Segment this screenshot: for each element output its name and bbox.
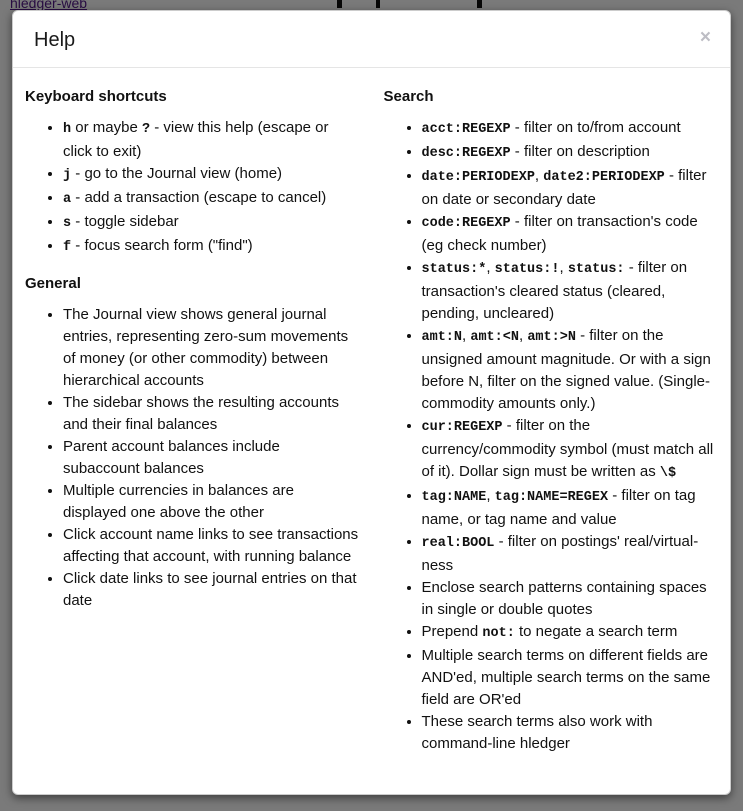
modal-header — [13, 11, 730, 68]
code-snippet: h — [63, 122, 72, 137]
help-modal — [12, 10, 731, 795]
help-column-left — [13, 88, 372, 622]
list-item: • f - focus search form ("find") — [63, 235, 360, 259]
code-snippet: date2:PERIODEXP — [543, 170, 665, 185]
list-item: • desc:REGEXP - filter on description — [422, 141, 719, 165]
close-icon[interactable]: × — [699, 27, 711, 48]
code-snippet: code:REGEXP — [421, 216, 511, 231]
list-item: • real:BOOL - filter on postings' real/virtual-ness — [422, 531, 719, 577]
code-snippet: f — [63, 240, 72, 255]
code-snippet: \$ — [659, 466, 677, 481]
code-snippet: amt:N — [421, 330, 463, 345]
list-item: • Multiple search terms on different fields are AND'ed, multiple search terms on the same field are OR'ed — [422, 645, 719, 711]
code-snippet: tag:NAME=REGEX — [494, 490, 609, 505]
code-snippet: cur:REGEXP — [421, 420, 503, 435]
list-item: • a - add a transaction (escape to cancel) — [63, 187, 360, 211]
code-snippet: amt:<N — [470, 330, 519, 345]
list-item: • Click date links to see journal entries on that date — [63, 568, 360, 612]
list-item: • cur:REGEXP - filter on the currency/commodity symbol (must match all of it). Dollar sign must be written as \$ — [422, 415, 719, 485]
code-snippet: status: — [567, 262, 625, 277]
list-item: • date:PERIODEXP, date2:PERIODEXP - filter on date or secondary date — [422, 165, 719, 211]
code-snippet: acct:REGEXP — [421, 122, 511, 137]
code-snippet: amt:>N — [527, 330, 576, 345]
code-snippet: j — [63, 168, 72, 183]
modal-title: Help — [34, 29, 76, 51]
code-snippet: ? — [141, 122, 151, 137]
code-snippet: tag:NAME — [421, 490, 487, 505]
list-item: • The Journal view shows general journal entries, representing zero-sum movements of money (or other commodity) between hierarchical accounts — [63, 304, 360, 392]
list-item: • tag:NAME, tag:NAME=REGEX - filter on tag name, or tag name and value — [422, 485, 719, 531]
list-item: • code:REGEXP - filter on transaction's code (eg check number) — [422, 211, 719, 257]
code-snippet: s — [63, 216, 72, 231]
code-snippet: a — [63, 192, 72, 207]
help-list — [25, 117, 360, 259]
code-snippet: real:BOOL — [421, 536, 495, 551]
modal-body — [13, 68, 730, 785]
list-item: • h or maybe ? - view this help (escape or click to exit) — [63, 117, 360, 163]
list-item: • amt:N, amt:<N, amt:>N - filter on the unsigned amount magnitude. Or with a sign before N, filter on the signed value. (Single-commodity amounts only.) — [422, 325, 719, 415]
list-item: • status:*, status:!, status: - filter on transaction's cleared status (cleared, pending, uncleared) — [422, 257, 719, 325]
code-snippet: status:* — [421, 262, 487, 277]
list-item: • The sidebar shows the resulting accounts and their final balances — [63, 392, 360, 436]
code-snippet: not: — [482, 626, 515, 641]
list-item: • Prepend not: to negate a search term — [422, 621, 719, 645]
help-list — [384, 117, 719, 755]
list-item: • j - go to the Journal view (home) — [63, 163, 360, 187]
list-item: • s - toggle sidebar — [63, 211, 360, 235]
code-snippet: status:! — [494, 262, 560, 277]
list-item: • Enclose search patterns containing spaces in single or double quotes — [422, 577, 719, 621]
list-item: • Parent account balances include subaccount balances — [63, 436, 360, 480]
code-snippet: desc:REGEXP — [421, 146, 511, 161]
list-item: • These search terms also work with command-line hledger — [422, 711, 719, 755]
help-column-right — [372, 88, 731, 765]
list-item: • acct:REGEXP - filter on to/from account — [422, 117, 719, 141]
code-snippet: date:PERIODEXP — [421, 170, 535, 185]
help-list — [25, 304, 360, 612]
section-heading-search: Search — [383, 88, 434, 105]
list-item: • Click account name links to see transactions affecting that account, with running balance — [63, 524, 360, 568]
section-heading-keyboard-shortcuts: Keyboard shortcuts — [25, 88, 167, 105]
section-heading-general: General — [25, 275, 81, 292]
list-item: • Multiple currencies in balances are displayed one above the other — [63, 480, 360, 524]
